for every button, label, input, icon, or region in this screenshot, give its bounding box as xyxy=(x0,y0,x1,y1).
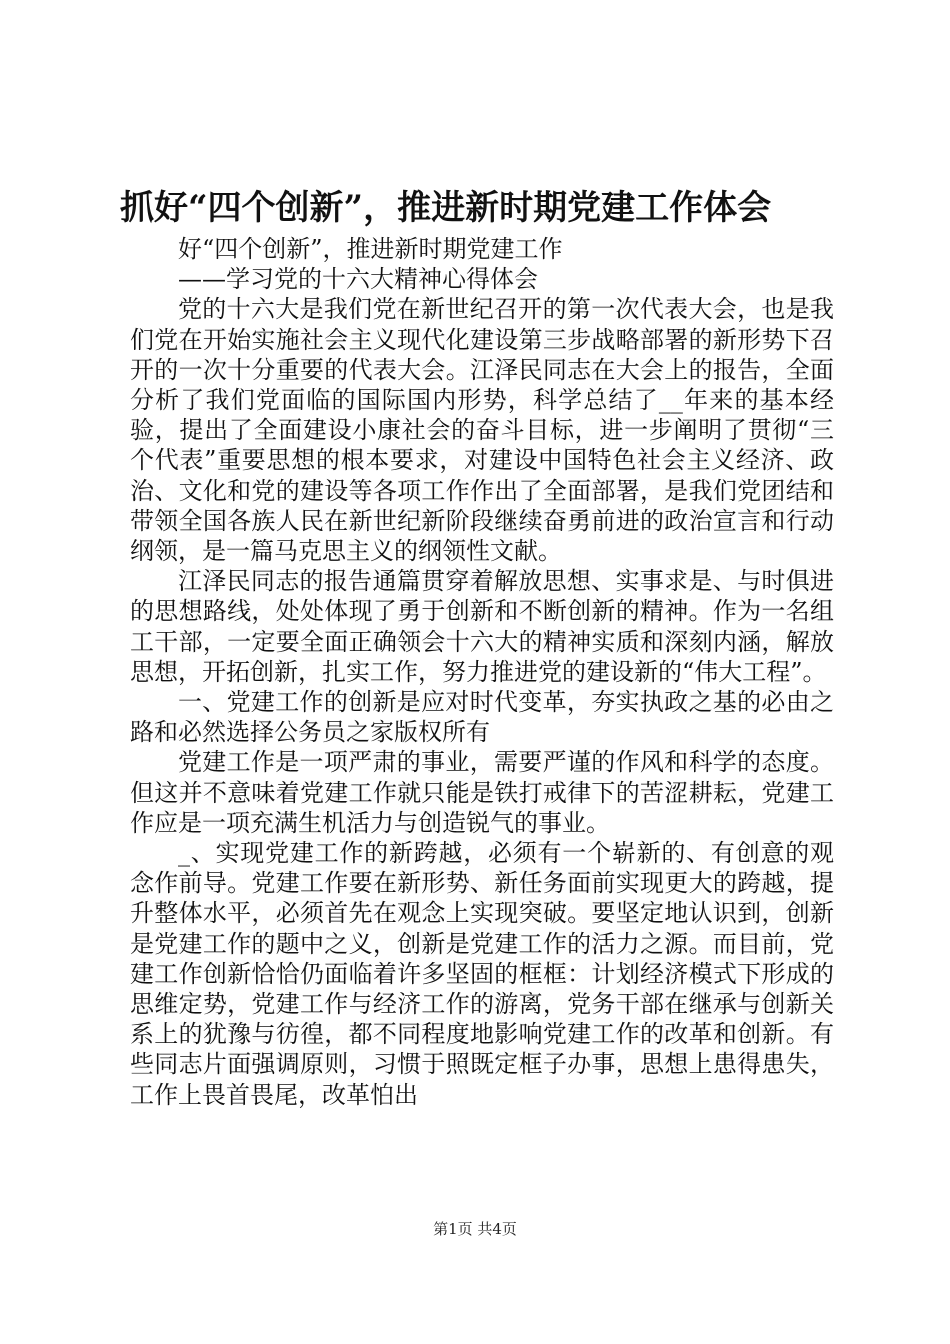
page-number-footer: 第1页 共4页 xyxy=(433,1220,517,1238)
document-body xyxy=(130,234,834,1110)
subtitle-dash-line: ——学习党的十六大精神心得体会 xyxy=(178,265,538,294)
section-heading: 一、党建工作的创新是应对时代变革，夯实执政之基的必由之路和必然选择公务员之家版权所有 xyxy=(130,688,834,747)
paragraph: _、实现党建工作的新跨越，必须有一个崭新的、有创意的观念作前导。党建工作要在新形势、新任务面前实现更大的跨越，提升整体水平，必须首先在观念上实现突破。要坚定地认识到，创新是党建工作的题中之义，创新是党建工作的活力之源。而目前，党建工作创新恰恰仍面临着许多坚固的框框：计划经济模式下形成的思维定势，党建工作与经济工作的游离，党务干部在继承与创新关系上的犹豫与彷徨，都不同程度地影响党建工作的改革和创新。有些同志片面强调原则，习惯于照既定框子办事，思想上患得患失，工作上畏首畏尾，改革怕出 xyxy=(130,839,834,1109)
paragraph: 江泽民同志的报告通篇贯穿着解放思想、实事求是、与时俱进的思想路线，处处体现了勇于创新和不断创新的精神。作为一名组工干部，一定要全面正确领会十六大的精神实质和深刻内涵，解放思想，开拓创新，扎实工作，努力推进党的建设新的“伟大工程”。 xyxy=(130,567,834,686)
paragraph: 党建工作是一项严肃的事业，需要严谨的作风和科学的态度。但这并不意味着党建工作就只能是铁打戒律下的苦涩耕耘，党建工作应是一项充满生机活力与创造锐气的事业。 xyxy=(130,748,834,837)
subtitle-line: 好“四个创新”，推进新时期党建工作 xyxy=(178,235,563,263)
paragraph: 党的十六大是我们党在新世纪召开的第一次代表大会，也是我们党在开始实施社会主义现代化建设第三步战略部署的新形势下召开的一次十分重要的代表大会。江泽民同志在大会上的报告，全面分析了我们党面临的国际国内形势，科学总结了__年来的基本经验，提出了全面建设小康社会的奋斗目标，进一步阐明了贯彻“三个代表”重要思想的根本要求，对建设中国特色社会主义经济、政治、文化和党的建设等各项工作作出了全面部署，是我们党团结和带领全国各族人民在新世纪新阶段继续奋勇前进的政治宣言和行动纲领，是一篇马克思主义的纲领性文献。 xyxy=(130,295,834,566)
document-title: 抓好“四个创新”，推进新时期党建工作体会 xyxy=(120,188,772,228)
